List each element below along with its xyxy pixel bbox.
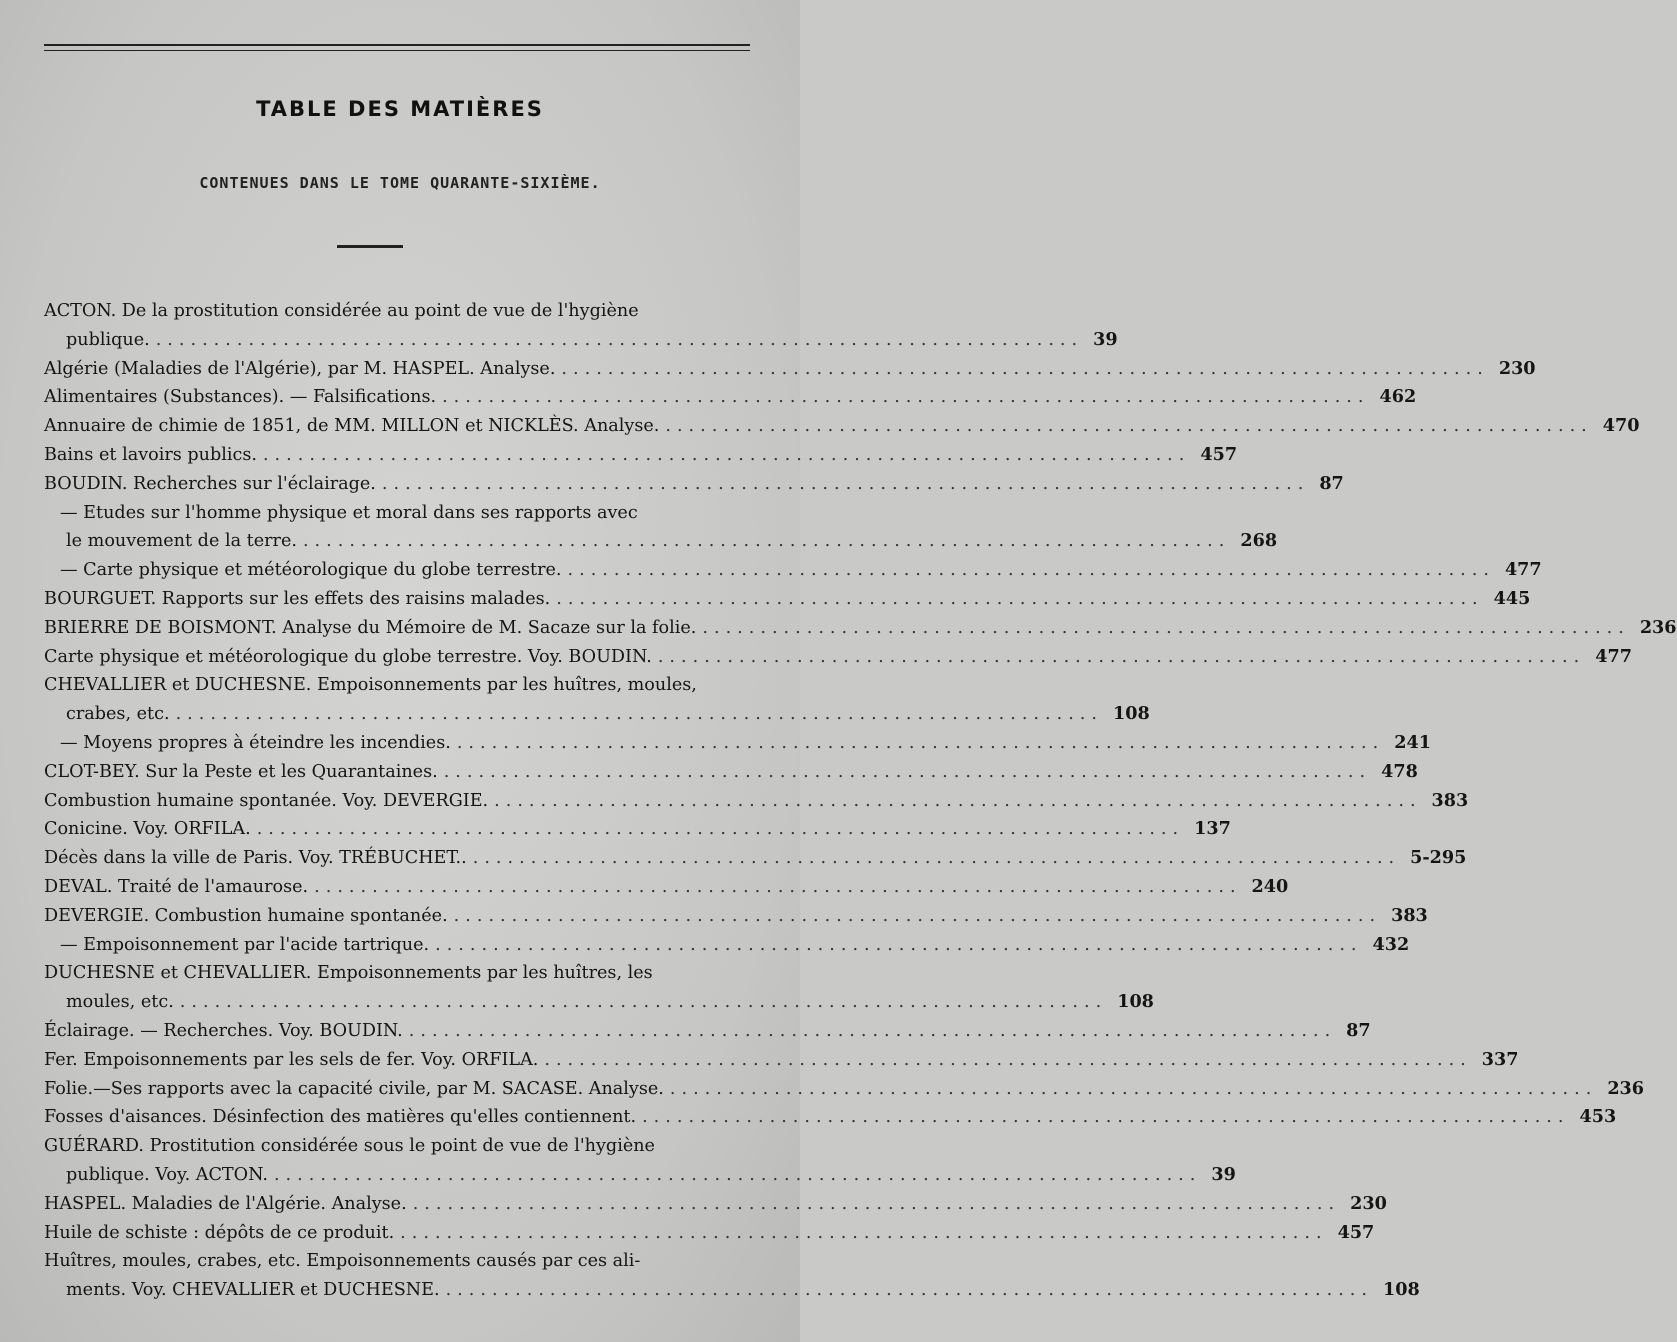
- entry-text: ments. Voy. CHEVALLIER et DUCHESNE.: [66, 1280, 440, 1301]
- entry-page-number: 337: [1481, 1048, 1519, 1070]
- title-separator-rule: [337, 245, 403, 248]
- dot-leader: ................................................................................: [179, 992, 1108, 1013]
- page-title: TABLE DES MATIÈRES: [256, 97, 544, 121]
- entry-page-number: 383: [1391, 904, 1428, 926]
- entry-text: — Moyens propres à éteindre les incendies.: [60, 732, 451, 753]
- entry-text: HASPEL. Maladies de l'Algérie. Analyse.: [44, 1193, 407, 1214]
- entry-page-number: 477: [1504, 559, 1542, 581]
- dot-leader: ................................................................................: [408, 1020, 1337, 1041]
- index-entry: [44, 902, 1428, 931]
- index-entry: [44, 412, 1640, 441]
- entry-text: publique. Voy. ACTON.: [66, 1164, 268, 1185]
- entry-page-number: 478: [1381, 760, 1418, 782]
- index-entry: [44, 729, 1431, 758]
- dot-leader: ................................................................................: [262, 444, 1191, 465]
- entry-text: Éclairage. — Recherches. Voy. BOUDIN.: [44, 1020, 403, 1041]
- index-entry: [44, 671, 764, 700]
- index-entry: [44, 873, 1289, 902]
- entry-text: Algérie (Maladies de l'Algérie), par M. HASPEL. Analyse.: [44, 358, 556, 379]
- entry-page-number: 470: [1602, 415, 1640, 437]
- entry-page-number: 87: [1346, 1019, 1371, 1041]
- index-entry: [44, 470, 1344, 499]
- dot-leader: ................................................................................: [381, 473, 1310, 494]
- index-entry: [44, 787, 1469, 816]
- dot-leader: ................................................................................: [472, 848, 1401, 869]
- entry-page-number: 457: [1337, 1221, 1375, 1243]
- entry-page-number: 462: [1379, 386, 1417, 408]
- dot-leader: ................................................................................: [494, 790, 1422, 811]
- index-entry: [44, 643, 1632, 672]
- index-entry: [44, 383, 1417, 412]
- index-entry: [44, 1276, 1420, 1305]
- index-entry: [44, 1161, 1236, 1190]
- top-double-rule: [44, 44, 750, 51]
- dot-leader: ................................................................................: [665, 416, 1593, 437]
- entry-text: crabes, etc.: [66, 704, 170, 725]
- index-entry: [44, 1219, 1375, 1248]
- entry-text: — Etudes sur l'homme physique et moral dans ses rapports avec: [60, 502, 638, 523]
- dot-leader: ................................................................................: [273, 1164, 1202, 1185]
- index-entry: [44, 700, 1150, 729]
- dot-leader: ................................................................................: [302, 531, 1231, 552]
- entry-text: — Empoisonnement par l'acide tartrique.: [60, 934, 430, 955]
- entry-text: DUCHESNE et CHEVALLIER. Empoisonnements par les huîtres, les: [44, 963, 653, 984]
- dot-leader: ................................................................................: [642, 1107, 1570, 1128]
- entry-text: DEVERGIE. Combustion humaine spontanée.: [44, 905, 448, 926]
- entry-text: Fer. Empoisonnements par les sels de fer. Voy. ORFILA.: [44, 1049, 539, 1070]
- dot-leader: ................................................................................: [314, 876, 1242, 897]
- dot-leader: ................................................................................: [657, 646, 1586, 667]
- entry-text: BRIERRE DE BOISMONT. Analyse du Mémoire de M. Sacaze sur la folie.: [44, 617, 697, 638]
- entry-page-number: 236: [1607, 1077, 1645, 1099]
- entry-page-number: 137: [1194, 818, 1231, 840]
- entry-page-number: 477: [1595, 645, 1632, 667]
- index-entry: [44, 931, 1410, 960]
- dot-leader: ................................................................................: [445, 1280, 1373, 1301]
- page-subtitle: CONTENUES DANS LE TOME QUARANTE-SIXIÈME.: [199, 174, 601, 192]
- entry-page-number: 432: [1372, 933, 1410, 955]
- dot-leader: ................................................................................: [456, 732, 1385, 753]
- dot-leader: ................................................................................: [669, 1078, 1598, 1099]
- entry-text: BOURGUET. Rapports sur les effets des raisins malades.: [44, 588, 551, 609]
- entry-text: Huile de schiste : dépôts de ce produit.: [44, 1222, 395, 1243]
- entry-text: publique.: [66, 329, 150, 350]
- dot-leader: ................................................................................: [567, 560, 1495, 581]
- entry-text: Bains et lavoirs publics.: [44, 444, 257, 465]
- index-entries: [44, 297, 1677, 1305]
- index-entry: [44, 758, 1418, 787]
- index-entry: [44, 1103, 1617, 1132]
- entry-page-number: 236: [1639, 616, 1677, 638]
- dot-leader: ................................................................................: [412, 1193, 1341, 1214]
- index-entry: [44, 988, 1154, 1017]
- entry-text: Combustion humaine spontanée. Voy. DEVERGIE.: [44, 790, 489, 811]
- entry-page-number: 383: [1431, 789, 1469, 811]
- entry-page-number: 457: [1200, 443, 1238, 465]
- dot-leader: ................................................................................: [453, 905, 1382, 926]
- entry-page-number: 230: [1350, 1192, 1387, 1214]
- entry-text: ACTON. De la prostitution considérée au point de vue de l'hygiène: [44, 301, 639, 321]
- dot-leader: ................................................................................: [256, 819, 1185, 840]
- index-entry: [44, 326, 1118, 355]
- entry-text: BOUDIN. Recherches sur l'éclairage.: [44, 473, 376, 494]
- entry-text: GUÉRARD. Prostitution considérée sous le point de vue de l'hygiène: [44, 1136, 655, 1157]
- index-entry: [44, 844, 1467, 873]
- dot-leader: ................................................................................: [561, 358, 1489, 379]
- index-entry: [44, 815, 1231, 844]
- entry-text: CLOT-BEY. Sur la Peste et les Quarantaines.: [44, 761, 438, 782]
- entry-page-number: 241: [1394, 731, 1431, 753]
- entry-text: DEVAL. Traité de l'amaurose.: [44, 876, 309, 897]
- index-entry: [44, 441, 1238, 470]
- entry-page-number: 230: [1498, 357, 1536, 379]
- dot-leader: ................................................................................: [435, 934, 1363, 955]
- entry-page-number: 108: [1383, 1279, 1420, 1301]
- dot-leader: ................................................................................: [442, 387, 1370, 408]
- index-entry: [44, 1017, 1371, 1046]
- entry-page-number: 445: [1493, 587, 1531, 609]
- index-entry: [44, 959, 764, 988]
- entry-page-number: 39: [1211, 1163, 1236, 1185]
- entry-page-number: 108: [1112, 703, 1150, 725]
- index-entry: [44, 585, 1531, 614]
- entry-text: Alimentaires (Substances). — Falsifications.: [44, 387, 437, 408]
- entry-text: le mouvement de la terre.: [66, 531, 297, 552]
- entry-text: Huîtres, moules, crabes, etc. Empoisonnements causés par ces ali-: [44, 1251, 641, 1272]
- entry-page-number: 39: [1093, 328, 1118, 350]
- dot-leader: ................................................................................: [400, 1222, 1328, 1243]
- dot-leader: ................................................................................: [702, 617, 1630, 638]
- index-entry: [44, 1132, 764, 1161]
- entry-page-number: 108: [1117, 991, 1154, 1013]
- entry-page-number: 240: [1251, 875, 1289, 897]
- entry-text: Décès dans la ville de Paris. Voy. TRÉBUCHET..: [44, 848, 467, 869]
- entry-text: CHEVALLIER et DUCHESNE. Empoisonnements par les huîtres, moules,: [44, 675, 697, 696]
- entry-text: Conicine. Voy. ORFILA.: [44, 819, 251, 840]
- index-entry: [44, 1046, 1519, 1075]
- index-entry: [44, 1247, 764, 1276]
- dot-leader: ................................................................................: [155, 329, 1084, 350]
- dot-leader: ................................................................................: [556, 588, 1484, 609]
- index-entry: [44, 527, 1278, 556]
- index-entry: [44, 1075, 1645, 1104]
- entry-text: Annuaire de chimie de 1851, de MM. MILLON et NICKLÈS. Analyse.: [44, 416, 660, 437]
- entry-text: — Carte physique et météorologique du globe terrestre.: [60, 560, 562, 581]
- index-entry: [44, 1190, 1387, 1219]
- index-entry: [44, 614, 1677, 643]
- index-entry: [44, 556, 1542, 585]
- index-entry: [44, 297, 764, 326]
- entry-text: moules, etc.: [66, 992, 174, 1013]
- entry-page-number: 453: [1579, 1106, 1617, 1128]
- dot-leader: ................................................................................: [544, 1049, 1472, 1070]
- entry-text: Fosses d'aisances. Désinfection des matières qu'elles contiennent.: [44, 1107, 637, 1128]
- entry-page-number: 87: [1319, 472, 1344, 494]
- index-entry: [44, 355, 1536, 384]
- entry-text: Carte physique et météorologique du globe terrestre. Voy. BOUDIN.: [44, 646, 652, 667]
- dot-leader: ................................................................................: [443, 761, 1372, 782]
- index-entry: [44, 499, 764, 528]
- entry-page-number: 5-295: [1410, 847, 1467, 869]
- entry-page-number: 268: [1240, 530, 1278, 552]
- dot-leader: ................................................................................: [175, 704, 1103, 725]
- entry-text: Folie.—Ses rapports avec la capacité civile, par M. SACASE. Analyse.: [44, 1078, 664, 1099]
